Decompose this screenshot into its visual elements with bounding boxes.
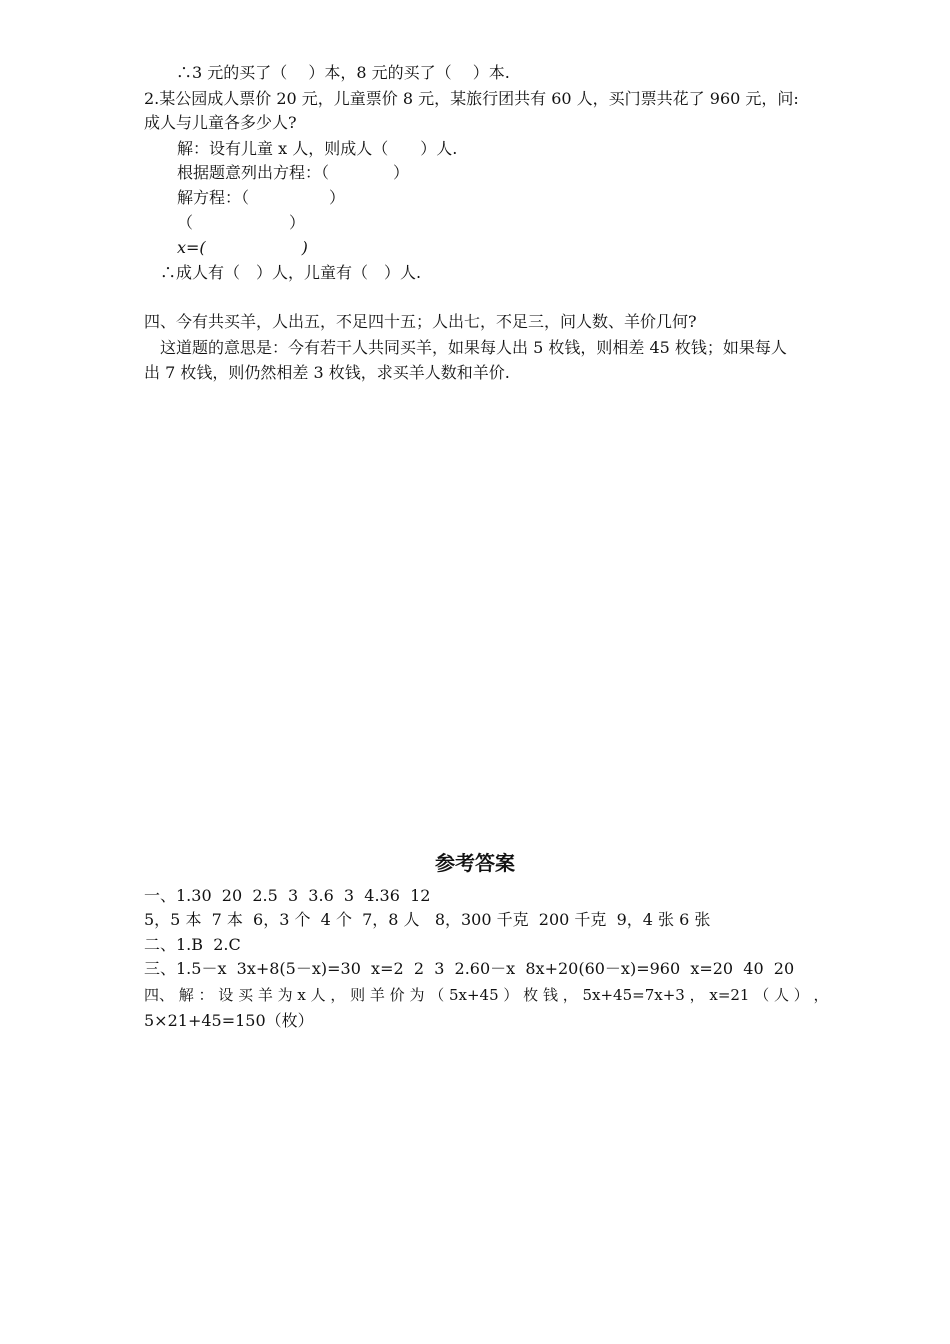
q1-conclusion: ∴3 元的买了（ ）本，8 元的买了（ ）本. bbox=[176, 63, 510, 82]
q2-statement-line2: 成人与儿童各多少人? bbox=[144, 113, 297, 132]
q4-explanation-line1: 这道题的意思是：今有若干人共同买羊，如果每人出 5 枚钱，则相差 45 枚钱；如果每人 bbox=[160, 338, 787, 357]
q2-step-equation: 根据题意列出方程：（ ） bbox=[177, 163, 410, 182]
answer-section-3: 三、1.5－x 3x+8(5－x)=30 x=2 2 3 2.60－x 8x+20(60－x)=960 x=20 40 20 bbox=[144, 959, 795, 978]
q4-statement: 四、今有共买羊，人出五，不足四十五；人出七，不足三，问人数、羊价几何? bbox=[144, 312, 697, 331]
answer-section-2: 二、1.B 2.C bbox=[144, 935, 241, 954]
q2-step-solve: 解方程：（ ） bbox=[177, 188, 346, 207]
q2-statement-line1: 2.某公园成人票价 20 元，儿童票价 8 元，某旅行团共有 60 人，买门票共花了 960 元，问: bbox=[144, 89, 799, 108]
answer-section-1: 一、1.30 20 2.5 3 3.6 3 4.36 12 bbox=[144, 886, 431, 905]
q2-step-blank: （ ） bbox=[177, 213, 306, 232]
answer-section-1-cont: 5，5 本 7 本 6，3 个 4 个 7，8 人 8，300 千克 200 千克 9，4 张 6 张 bbox=[144, 910, 711, 929]
q4-explanation-line2: 出 7 枚钱，则仍然相差 3 枚钱，求买羊人数和羊价. bbox=[144, 363, 510, 382]
q2-step-let: 解：设有儿童 x 人，则成人（ ）人. bbox=[177, 139, 458, 158]
q2-conclusion: ∴成人有（ ）人，儿童有（ ）人. bbox=[160, 263, 422, 282]
q2-step-x: x=( ) bbox=[177, 238, 308, 257]
answer-section-4: 四、 解 ： 设 买 羊 为 x 人 ， 则 羊 价 为 （ 5x+45 ） 枚 钱 ， 5x+45=7x+3 ， x=21 （ 人 ） ， bbox=[144, 986, 829, 1004]
answers-title: 参考答案 bbox=[435, 851, 515, 875]
answer-section-4-cont: 5×21+45=150（枚） bbox=[144, 1011, 314, 1030]
